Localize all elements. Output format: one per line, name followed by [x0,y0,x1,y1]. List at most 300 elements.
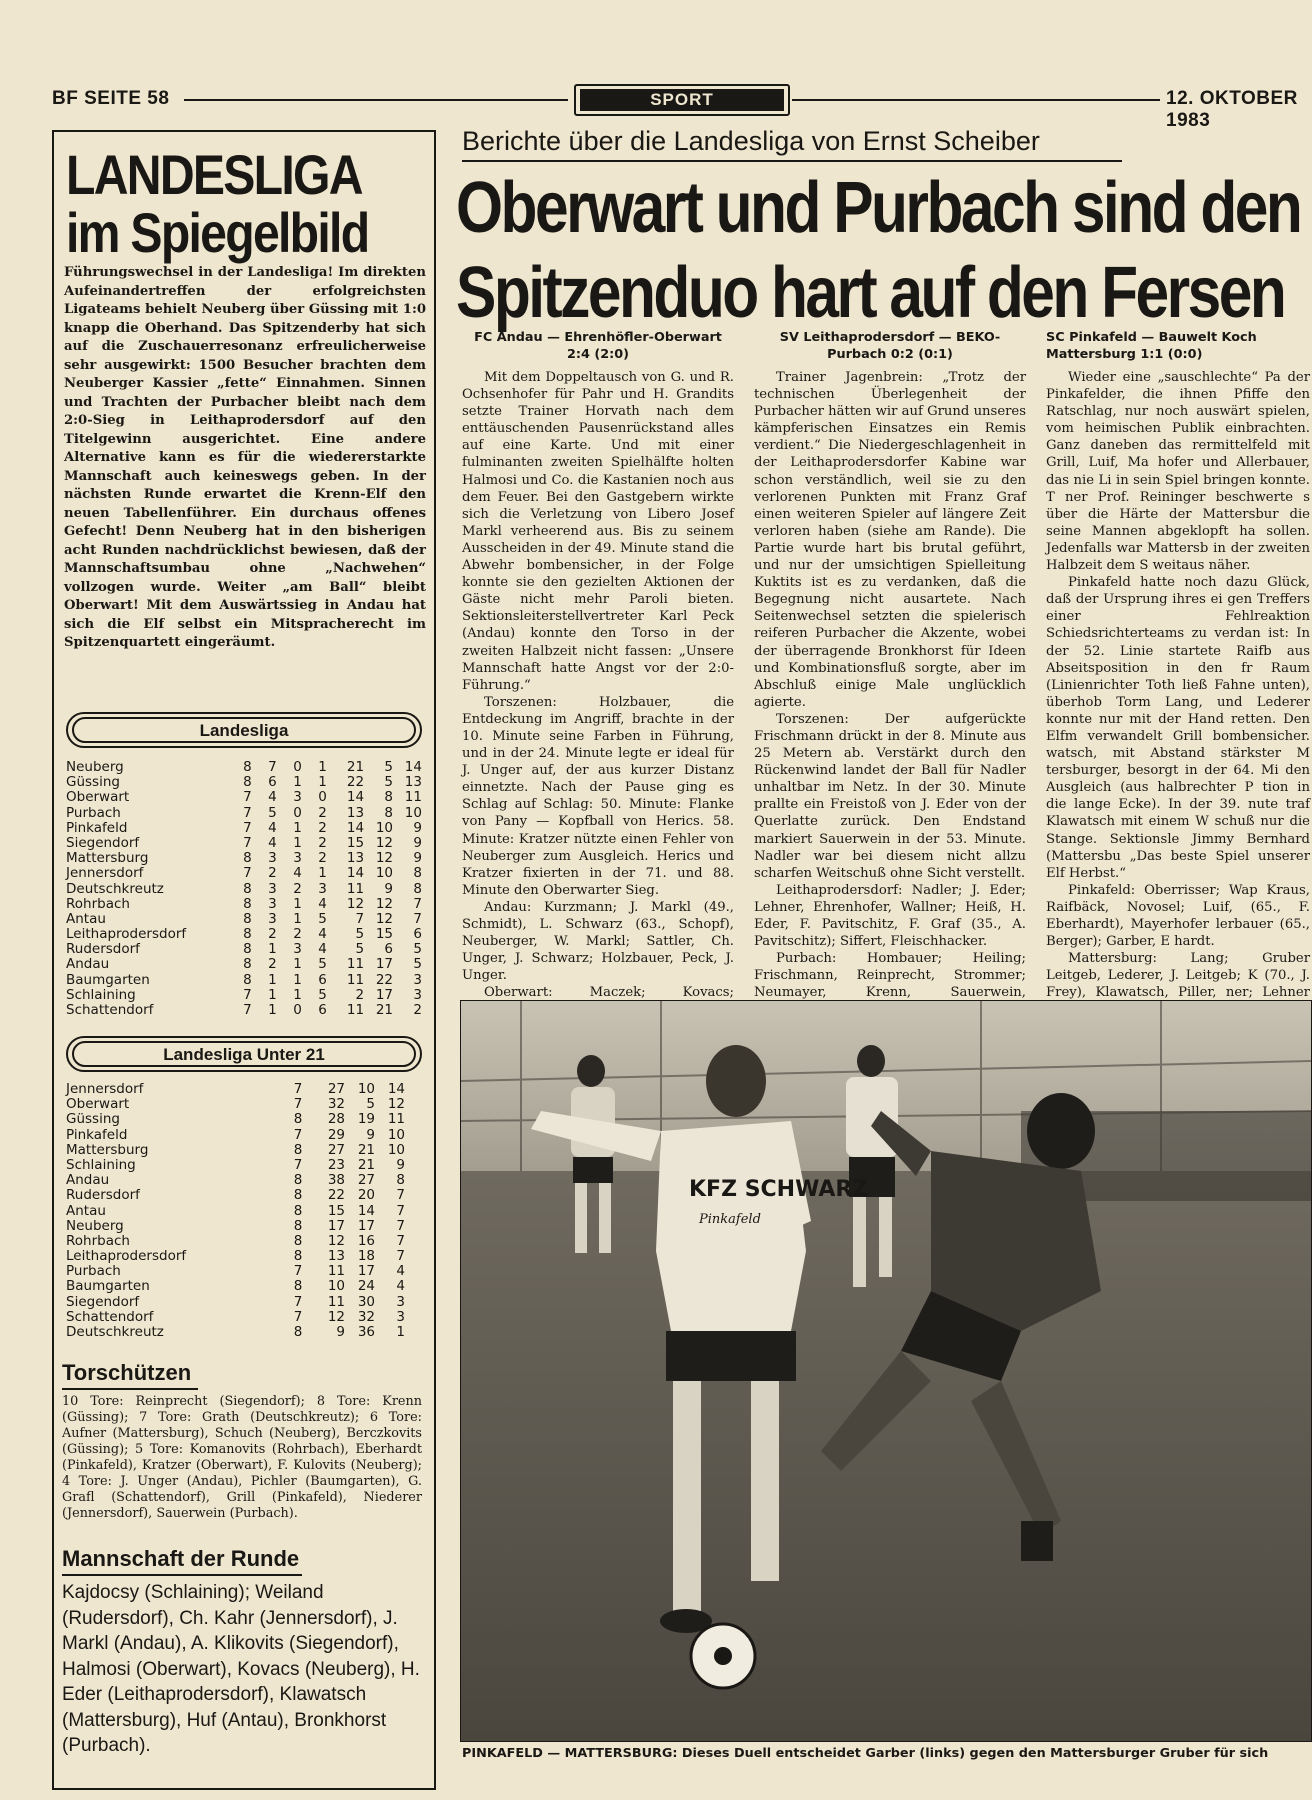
stat-cell: 4 [318,926,327,943]
stat-cell: 7 [268,759,277,775]
stat-cell: 30 [357,1293,375,1310]
stat-cell: 8 [293,1141,303,1158]
stat-cell: 16 [357,1232,375,1249]
report-paragraph: Wieder eine „sauschlechte“ Pa der Pinkafelder, die ihnen Pfiffe den Ratschlag, nur noch auswärt spielen, vom heimischen Publik einbrachten. Ganz daneben das rermittelfeld mit Grill, Luif, Ma hofer und Allerbauer, das nie Li in sein Spiel bringen konnte. T ner Prof. Reininger beschwerte s über die Härte der Mattersbur die seine Mannen abgeklopft ha sollen. Jedenfalls war Mattersb in der zweiten Halbzeit dem S weitaus näher. [1046,370,1310,574]
stat-cell: 9 [413,834,422,851]
table-row [66,821,422,836]
stat-cell: 7 [293,1081,303,1097]
team-name: Deutschkreutz [66,1324,164,1340]
report-paragraph: Mit dem Doppeltausch von G. und R. Ochsenhofer für Pahr und H. Grandits setzte Trainer Horvath nach dem enttäuschenden Pausenrückstand alles auf eine Karte. Und mit einer fulminanten zweiten Spielhälfte holten Halmosi und Co. die Kastanien noch aus dem Feuer. Bei den Gastgebern wirkte sich die Verletzung von Libero Josef Markl verheerend aus. Bis zu seinem Ausscheiden in der 49. Minute stand die Abwehr bombensicher, in der Folge konnte sie den gezielten Aktionen der Gäste nicht mehr Paroli bieten. Sektionsleiterstellvertreter Karl Peck (Andau) konnte den Torso in der zweiten Halbzeit nicht fassen: „Unsere Mannschaft hatte Angst vor der 2:0-Führung.“ [462,370,734,693]
stat-cell: 8 [293,1324,303,1340]
table-row [66,1143,422,1158]
stat-cell: 12 [375,910,394,927]
stat-cell: 8 [293,1248,303,1265]
team-name: Rohrbach [66,1232,130,1249]
stat-cell: 3 [293,789,302,806]
match-heading: SV Leithaprodersdorf — BEKO-Purbach 0:2 (0:1) [779,330,1001,362]
team-name: Neuberg [66,759,124,775]
stat-cell: 4 [318,941,327,958]
scorers-underline [62,1388,198,1390]
stat-cell: 36 [357,1324,375,1340]
sidebar-title-line1: LANDESLIGA [66,143,362,206]
table-row [66,1158,422,1173]
stat-cell: 17 [375,956,394,973]
stat-cell: 7 [293,1293,303,1310]
stat-cell: 9 [413,819,422,836]
photo-caption: PINKAFELD — MATTERSBURG: Dieses Duell entscheidet Garber (links) gegen den Mattersburger Gruber für sich [462,1746,1269,1761]
team-name: Antau [66,1202,106,1219]
stat-cell: 11 [346,956,365,973]
stat-cell: 11 [327,1293,345,1310]
stat-cell: 5 [366,1096,375,1113]
page-number: BF SEITE 58 [52,88,170,109]
stat-cell: 20 [357,1187,375,1204]
stat-cell: 22 [327,1187,345,1204]
table-row [66,1325,422,1340]
stat-cell: 1 [268,941,277,958]
stat-cell: 5 [413,941,422,958]
stat-cell: 21 [346,759,365,775]
table-row [66,1188,422,1203]
stat-cell: 14 [346,789,365,806]
table-row [66,1097,422,1112]
shirt-text-main: KFZ SCHWARZ [689,1177,869,1202]
stat-cell: 17 [375,986,394,1003]
stat-cell: 12 [375,850,394,867]
stat-cell: 17 [327,1217,345,1234]
match-heading: FC Andau — Ehrenhöfler-Oberwart 2:4 (2:0) [474,330,722,362]
stat-cell: 0 [318,789,327,806]
stat-cell: 5 [318,910,327,927]
team-name: Leithaprodersdorf [66,926,187,943]
match-photo [460,1000,1312,1742]
stat-cell: 1 [293,956,302,973]
stat-cell: 15 [375,926,394,943]
stat-cell: 23 [327,1156,345,1173]
team-of-round-title: Mannschaft der Runde [62,1546,300,1571]
stat-cell: 8 [243,850,252,867]
article-headline [456,166,1301,336]
stat-cell: 15 [327,1202,345,1219]
stat-cell: 2 [318,834,327,851]
kicker-rule [462,160,1122,162]
table-row [66,1204,422,1219]
stat-cell: 0 [293,759,302,775]
stat-cell: 4 [318,895,327,912]
stat-cell: 8 [243,895,252,912]
stat-cell: 32 [357,1308,375,1325]
stat-cell: 21 [357,1156,375,1173]
sidebar-title [66,143,376,264]
team-name: Leithaprodersdorf [66,1248,187,1265]
lineup-pinkafeld: Pinkafeld: Oberrisser; Wap Kraus, Raifbäck, Novosel; Luif, (65., F. Eberhardt), Mayerhofer lerbauer (65., Berger); Garber, E hardt. [1046,882,1310,950]
stat-cell: 8 [243,971,252,988]
stat-cell: 5 [355,941,365,958]
team-name: Pinkafeld [66,1126,128,1143]
stat-cell: 4 [396,1278,405,1295]
stat-cell: 8 [243,941,252,958]
stat-cell: 6 [318,971,327,988]
stat-cell: 6 [318,1002,327,1018]
team-name: Rohrbach [66,895,130,912]
stat-cell: 1 [293,971,302,988]
table-row [66,942,422,957]
team-name: Siegendorf [66,1293,140,1310]
table-row [66,1173,422,1188]
stat-cell: 3 [268,910,277,927]
stat-cell: 8 [243,910,252,927]
team-name: Güssing [66,1111,120,1128]
stat-cell: 3 [293,941,302,958]
table-row [66,851,422,866]
stat-cell: 11 [346,1002,365,1018]
team-name: Purbach [66,804,121,821]
stat-cell: 5 [384,759,394,775]
u21-title: Landesliga Unter 21 [72,1041,416,1067]
team-name: Schlaining [66,1156,136,1173]
team-name: Andau [66,1172,110,1189]
stat-cell: 2 [268,956,277,973]
stat-cell: 7 [293,1156,303,1173]
table-row [66,1219,422,1234]
stat-cell: 12 [387,1096,405,1113]
stat-cell: 8 [243,956,252,973]
stat-cell: 13 [404,774,422,791]
stat-cell: 12 [346,895,365,912]
stat-cell: 7 [396,1217,405,1234]
stat-cell: 8 [384,804,394,821]
stat-cell: 2 [268,865,277,882]
table-row [66,806,422,821]
stat-cell: 14 [346,865,365,882]
team-name: Mattersburg [66,850,149,867]
stat-cell: 9 [336,1324,345,1340]
header-rule-left [184,99,568,101]
team-name: Schattendorf [66,1308,154,1325]
table-row [66,882,422,897]
stat-cell: 0 [293,1002,302,1018]
stat-cell: 17 [357,1263,375,1280]
stat-cell: 4 [396,1263,405,1280]
stat-cell: 12 [327,1232,345,1249]
stat-cell: 10 [404,804,422,821]
stat-cell: 11 [387,1111,405,1128]
standings-table [66,760,422,1018]
table-row [66,866,422,881]
stat-cell: 8 [293,1187,303,1204]
stat-cell: 6 [268,774,277,791]
team-name: Güssing [66,774,120,791]
sidebar-box [52,130,436,1790]
stat-cell: 13 [327,1248,345,1265]
team-of-round-text: Kajdocsy (Schlaining); Weiland (Rudersdorf), Ch. Kahr (Jennersdorf), J. Markl (Andau), A. Klikovits (Siegendorf), Halmosi (Oberwart), Kovacs (Neuberg), H. Eder (Leithaprodersdorf), Klawatsch (Mattersburg), Huf (Antau), Bronkhorst (Purbach). [62,1582,420,1756]
issue-date: 12. OKTOBER 1983 [1166,88,1298,131]
table-row [66,1249,422,1264]
stat-cell: 14 [357,1202,375,1219]
stat-cell: 8 [293,1217,303,1234]
stat-cell: 3 [413,986,422,1003]
stat-cell: 10 [387,1126,405,1143]
stat-cell: 4 [268,819,277,836]
report-paragraph: Trainer Jagenbrein: „Trotz der technischen Überlegenheit der Purbacher hätten wir auf Grund unseres kämpferischen Einsatzes ein Remis verdient.“ Die Niedergeschlagenheit in der Leithaprodersdorfer Kabine war schon verständlich, weil sie zu den verlorenen Punkten mit Franz Graf einen weiteren Spieler auf längere Zeit verloren haben (siehe am Rande). Die Partie wurde hart bis brutal geführt, und nur der umsichtigen Spielleitung Kuktits ist es zu verdanken, daß die Begegnung nicht ausartete. Nach Seitenwechsel setzten die spielerisch reiferen Purbacher die Akzente, wobei der überragende Bronkhorst für Ideen und Kombinationsfluß sorgte, aber im Abschluß einige Male unglücklich agierte. [754,370,1026,710]
stat-cell: 8 [243,880,252,897]
stat-cell: 2 [318,804,327,821]
stat-cell: 7 [293,1096,303,1113]
stat-cell: 5 [268,804,277,821]
stat-cell: 27 [327,1081,345,1097]
u21-title-bar [66,1036,422,1072]
team-name: Mattersburg [66,1141,149,1158]
stat-cell: 10 [327,1278,345,1295]
shirt-sub-main: Pinkafeld [699,1212,761,1227]
stat-cell: 10 [357,1081,375,1097]
table-row [66,957,422,972]
table-row [66,1279,422,1294]
section-label: SPORT [580,89,784,111]
team-name: Jennersdorf [66,865,144,882]
stat-cell: 1 [293,834,302,851]
stat-cell: 14 [387,1081,405,1097]
stat-cell: 7 [243,789,252,806]
stat-cell: 2 [293,926,302,943]
table-row [66,1264,422,1279]
stat-cell: 28 [327,1111,345,1128]
stat-cell: 12 [327,1308,345,1325]
stat-cell: 5 [355,926,365,943]
team-name: Rudersdorf [66,1187,140,1204]
stat-cell: 7 [243,1002,252,1018]
team-name: Purbach [66,1263,121,1280]
goal-scenes: Torszenen: Holzbauer, die Entdeckung im Angriff, brachte in der 10. Minute seine Farben in Führung, und in der 24. Minute legte er ideal für J. Unger auf, der aus kurzer Distanz einnetzte. Nach der Pause ging es Schlag auf Schlag: 50. Minute: Flanke von Pany — Kopfball von Herics. 58. Minute: Kratzer nützte einen Fehler von Neuberger zum Ausgleich. Herics und Kratzer fixierten in der 71. und 88. Minute den Oberwarter Sieg. [462,694,734,898]
table-title-bar [66,712,422,748]
u21-standings-table [66,1082,422,1340]
team-name: Oberwart [66,1096,130,1113]
headline-line1: Oberwart und Purbach sind den [456,168,1301,248]
stat-cell: 21 [357,1141,375,1158]
stat-cell: 2 [318,850,327,867]
stat-cell: 7 [413,895,422,912]
table-row [66,973,422,988]
stat-cell: 8 [243,759,252,775]
stat-cell: 22 [375,971,394,988]
team-name: Deutschkreutz [66,880,164,897]
team-name: Neuberg [66,1217,124,1234]
stat-cell: 7 [396,1187,405,1204]
stat-cell: 14 [404,759,422,775]
stat-cell: 9 [413,850,422,867]
lineup-oberwart: Oberwart: Maczek; Kovacs; [484,985,734,1001]
stat-cell: 7 [243,865,252,882]
stat-cell: 8 [243,926,252,943]
table-row [66,775,422,790]
table-title: Landesliga [72,717,416,743]
goal-scenes: Torszenen: Der aufgerückte Frischmann drückt in der 8. Minute aus 25 Metern ab. Verstärkt durch den Rückenwind landet der Ball für Nadler unhaltbar im Netz. In der 30. Minute prallte ein Freistoß von J. Eder von der Querlatte zurück. Den Endstand markiert Sauerwein in der 53. Minute. Nadler war bei diesem nicht allzu scharfen Weitschuß ohne Sicht verstellt. [754,711,1026,881]
stat-cell: 1 [268,971,277,988]
stat-cell: 24 [357,1278,375,1295]
stat-cell: 2 [355,986,365,1003]
stat-cell: 38 [327,1172,345,1189]
stat-cell: 14 [346,819,365,836]
photo-illustration [461,1001,1311,1741]
table-row [66,912,422,927]
stat-cell: 8 [243,774,252,791]
headline-line2: Spitzenduo hart auf den Fersen [456,253,1285,333]
lineup-andau: Andau: Kurzmann; J. Markl (49., Schmidt), L. Schwarz (63., Schopf), Neuberger, W. Markl; Sattler, Ch. Unger, J. Schwarz; Holzbauer, Peck, J. Unger. [462,899,734,984]
stat-cell: 4 [293,865,302,882]
stat-cell: 5 [384,774,394,791]
stat-cell: 7 [293,1308,303,1325]
stat-cell: 9 [384,880,394,897]
team-name: Antau [66,910,106,927]
table-row [66,1082,422,1097]
stat-cell: 8 [293,1278,303,1295]
stat-cell: 13 [346,850,365,867]
table-row [66,1112,422,1127]
stat-cell: 7 [293,1263,303,1280]
table-row [66,760,422,775]
stat-cell: 18 [357,1248,375,1265]
lineup-mattersburg: Mattersburg: Lang; Gruber Leitgeb, Lederer, J. Leitgeb; K (70., J. Frey), Klawatsch, Piller, ner; Lehner [1046,951,1310,1001]
stat-cell: 8 [293,1232,303,1249]
stat-cell: 5 [318,956,327,973]
team-name: Oberwart [66,789,130,806]
stat-cell: 7 [413,910,422,927]
stat-cell: 5 [413,956,422,973]
stat-cell: 1 [318,865,327,882]
stat-cell: 21 [375,1002,394,1018]
team-name: Rudersdorf [66,941,140,958]
team-name: Jennersdorf [66,1081,144,1097]
stat-cell: 32 [327,1096,345,1113]
stat-cell: 7 [396,1232,405,1249]
stat-cell: 2 [268,926,277,943]
stat-cell: 1 [268,986,277,1003]
stat-cell: 15 [346,834,365,851]
stat-cell: 3 [396,1293,405,1310]
team-name: Schlaining [66,986,136,1003]
stat-cell: 12 [375,895,394,912]
stat-cell: 2 [318,819,327,836]
sidebar-title-line2: im Spiegelbild [66,201,369,264]
match-heading: SC Pinkafeld — Bauwelt Koch Mattersburg 1:1 (0:0) [1046,330,1257,362]
stat-cell: 1 [293,986,302,1003]
team-name: Siegendorf [66,834,140,851]
stat-cell: 7 [243,986,252,1003]
stat-cell: 1 [268,1002,277,1018]
stat-cell: 9 [396,1156,405,1173]
stat-cell: 13 [346,804,365,821]
stat-cell: 1 [293,819,302,836]
stat-cell: 3 [268,850,277,867]
stat-cell: 7 [243,834,252,851]
stat-cell: 10 [387,1141,405,1158]
team-name: Andau [66,956,110,973]
stat-cell: 1 [318,759,327,775]
stat-cell: 12 [375,834,394,851]
stat-cell: 5 [318,986,327,1003]
stat-cell: 27 [327,1141,345,1158]
stat-cell: 17 [357,1217,375,1234]
stat-cell: 3 [413,971,422,988]
stat-cell: 2 [293,880,302,897]
team-title-underline [62,1574,302,1576]
stat-cell: 3 [396,1308,405,1325]
stat-cell: 1 [293,910,302,927]
stat-cell: 7 [396,1202,405,1219]
stat-cell: 10 [375,865,394,882]
team-name: Baumgarten [66,971,150,988]
stat-cell: 1 [396,1324,405,1340]
stat-cell: 11 [346,880,365,897]
stat-cell: 3 [268,880,277,897]
stat-cell: 19 [357,1111,375,1128]
scorers-text: 10 Tore: Reinprecht (Siegendorf); 8 Tore: Krenn (Güssing); 7 Tore: Grath (Deutschkreutz); 6 Tore: Aufner (Mattersburg), Schuch (Neuberg), Berczkovits (Güssing); 5 Tore: Komanovits (Rohrbach), Eberhardt (Pinkafeld), Kratzer (Oberwart), F. Kulovits (Neuberg); 4 Tore: J. Unger (Andau), Pichler (Baumgarten), G. Grafl (Schattendorf), Grill (Pinkafeld), Niederer (Jennersdorf), Sauerwein (Purbach). [62,1394,422,1521]
team-name: Baumgarten [66,1278,150,1295]
stat-cell: 0 [293,804,302,821]
team-name: Pinkafeld [66,819,128,836]
stat-cell: 3 [318,880,327,897]
table-row [66,927,422,942]
stat-cell: 7 [243,804,252,821]
stat-cell: 3 [268,895,277,912]
stat-cell: 8 [293,1202,303,1219]
report-pinkafeld-mattersburg [1046,330,1310,1001]
team-name: Schattendorf [66,1002,154,1018]
stat-cell: 11 [404,789,422,806]
stat-cell: 8 [384,789,394,806]
stat-cell: 8 [293,1172,303,1189]
table-row [66,1310,422,1325]
report-leithaprodersdorf-purbach [754,330,1026,1087]
stat-cell: 8 [293,1111,303,1128]
report-paragraph-2: Pinkafeld hatte noch dazu Glück, daß der Ursprung ihres ei gen Treffers einer Fehlreaktion Schiedsrichterteams zu verdan ist: In der 52. Linie startete Raifb aus Abseitsposition in den fr Raum (Linienrichter Toth ließ Fahne unten), überhob Torm Lang, und Lederer konnte nur mit der Hand retten. Den Elfm verwandelt Grill bombensicher. watsch, mit Abstand stärkster M tersburger, besorgt in der 64. Mi den Ausgleich (aus halbrechter P tion in die lange Ecke). In der 39. nute traf Klawatsch mit einem W schuß nur die Stange. Sektionsle Jimmy Bernhard (Mattersbu „Das beste Spiel unserer Elf Herbst.“ [1046,575,1310,881]
table-row [66,1003,422,1018]
article-kicker: Berichte über die Landesliga von Ernst Scheiber [462,126,1040,156]
header-rule-right [792,99,1160,101]
table-row [66,836,422,851]
stat-cell: 29 [327,1126,345,1143]
stat-cell: 6 [413,926,422,943]
stat-cell: 4 [268,789,277,806]
stat-cell: 3 [293,850,302,867]
stat-cell: 1 [293,895,302,912]
table-row [66,897,422,912]
stat-cell: 8 [396,1172,405,1189]
sidebar-lead: Führungswechsel in der Landesliga! Im direkten Aufeinandertreffen der erfolgreichsten Ligateams behielt Neuberg über Güssing mit 1:0 knapp die Oberhand. Das Spitzenderby hat sich auf die Zuschauerresonanz erfreulicherweise sehr ausgewirkt: 1500 Besucher brachten dem Neuberger Kassier „fette“ Einnahmen. Sinnen und Trachten der Purbacher bleibt nach dem 2:0-Sieg in Leithaprodersdorf auf den Titelgewinn ausgerichtet. Eine andere Alternative kann es für die wiedererstarkte Mannschaft auch keineswegs geben. In der nächsten Runde erwartet die Krenn-Elf den neuen Tabellenführer. Ein durchaus offenes Gefecht! Denn Neuberg hat in den bisherigen acht Runden nachdrücklichst bewiesen, daß der Mannschaftsumbau ohne „Nachwehen“ vollzogen wurde. Weiter „am Ball“ bleibt Oberwart! Mit dem Auswärtssieg in Andau hat sich die Elf selbst ein Mitspracherecht im Spitzenquartett eingeräumt. [64,265,426,650]
stat-cell: 9 [366,1126,375,1143]
stat-cell: 7 [243,819,252,836]
stat-cell: 7 [355,910,365,927]
stat-cell: 11 [346,971,365,988]
stat-cell: 22 [346,774,365,791]
table-row [66,1128,422,1143]
stat-cell: 4 [268,834,277,851]
scorers-title: Torschützen [62,1360,192,1385]
table-row [66,988,422,1003]
table-row [66,1234,422,1249]
stat-cell: 6 [384,941,394,958]
stat-cell: 10 [375,819,394,836]
page-header [52,84,1310,131]
lineup-leithaprodersdorf: Leithaprodersdorf: Nadler; J. Eder; Lehner, Ehrenhofer, Wallner; Heiß, H. Eder, F. Pavitschitz, F. Graf (35., A. Pavitschitz); Siffert, Fleischhacker. [754,882,1026,950]
stat-cell: 11 [327,1263,345,1280]
stat-cell: 8 [413,880,422,897]
stat-cell: 2 [413,1002,422,1018]
stat-cell: 8 [413,865,422,882]
stat-cell: 1 [293,774,302,791]
stat-cell: 7 [293,1126,303,1143]
table-row [66,1295,422,1310]
